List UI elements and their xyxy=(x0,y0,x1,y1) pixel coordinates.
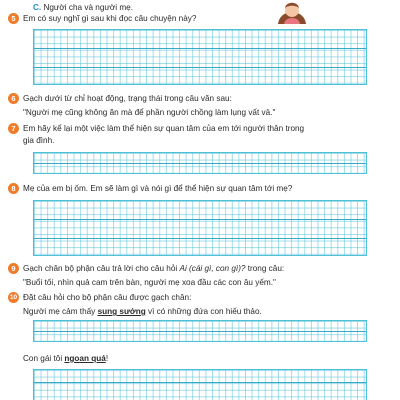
question-6-text: Gạch dưới từ chỉ hoạt động, trạng thái trong câu văn sau: xyxy=(23,94,232,103)
question-number-5: 5 xyxy=(8,13,19,24)
underlined-phrase-1: sung sướng xyxy=(97,307,146,316)
question-number-10: 10 xyxy=(9,294,18,301)
question-number-6: 6 xyxy=(8,93,19,104)
girl-illustration xyxy=(272,0,312,24)
underlined-phrase-2: ngoan quá xyxy=(64,354,106,363)
writing-grid-q5[interactable] xyxy=(33,29,367,85)
writing-grid-q7[interactable] xyxy=(33,152,367,174)
answer-text: Người cha và người mẹ. xyxy=(43,3,133,12)
question-7-text-line2: gia đình. xyxy=(23,136,55,145)
writing-grid-q10-a[interactable] xyxy=(33,320,367,342)
question-number-7: 7 xyxy=(8,123,19,134)
question-8-text: Mẹ của em bị ốm. Em sẽ làm gì và nói gì để thể hiện sự quan tâm tới mẹ? xyxy=(23,184,293,193)
writing-grid-q10-b[interactable] xyxy=(33,369,367,400)
question-9-italic: Ai (cái gì, con gì)? xyxy=(179,264,246,273)
question-10-sentence-1: Người mẹ cảm thấy sung sướng vì có những đứa con hiếu thảo. xyxy=(23,307,262,316)
question-number-9: 9 xyxy=(8,263,19,274)
answer-option-c xyxy=(33,2,133,13)
question-number-8: 8 xyxy=(8,183,19,194)
answer-letter: C. xyxy=(33,3,42,12)
question-10-text: Đặt câu hỏi cho bộ phận câu được gạch chân: xyxy=(23,293,192,302)
writing-grid-q8[interactable] xyxy=(33,200,367,256)
question-6-quote: "Người mẹ cũng không ăn mà để phần người chồng làm lụng vất vả." xyxy=(23,108,276,117)
question-9-quote: "Buổi tối, nhìn quả cam trên bàn, người mẹ xoa đầu các con âu yếm." xyxy=(23,278,276,287)
question-7-text-line1: Em hãy kể lại một việc làm thể hiện sự quan tâm của em tới người thân trong xyxy=(23,124,305,133)
question-9-text: Gạch chân bộ phận câu trả lời cho câu hỏi Ai (cái gì, con gì)? trong câu: xyxy=(23,264,285,273)
question-10-sentence-2: Con gái tôi ngoan quá! xyxy=(23,354,109,363)
question-5-text: Em có suy nghĩ gì sau khi đọc câu chuyện này? xyxy=(23,14,197,23)
